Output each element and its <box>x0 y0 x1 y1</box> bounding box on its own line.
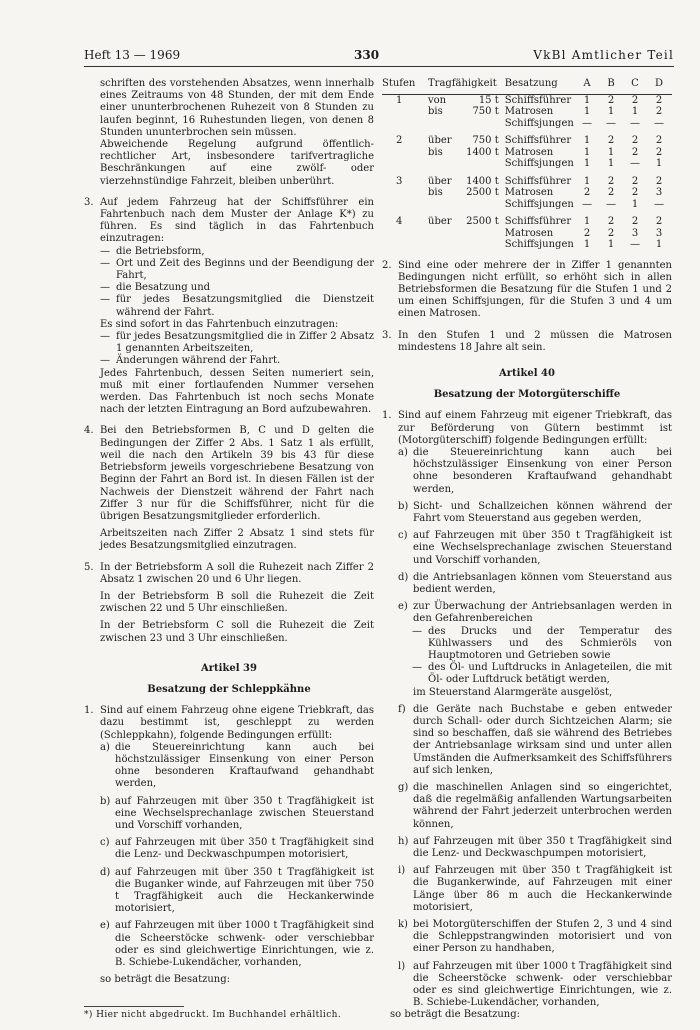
stage-cell: 4 <box>396 216 403 227</box>
table-row <box>382 228 672 240</box>
column-header: D <box>648 78 672 94</box>
paragraph: Abweichende Regelung aufgrund öffentlich-rechtlicher Art, insbesondere tarifvertragliche Beschränkungen auf eine zwölf- oder vierzehnstündige Fahrzeit, bleiben unberührt. <box>100 139 374 187</box>
count-cell: 3 <box>631 227 639 239</box>
capacity-value-cell <box>466 228 505 240</box>
count-cell: 1 <box>607 146 615 158</box>
count-cell: 2 <box>655 175 663 187</box>
count-cell: — <box>630 158 640 169</box>
crew-table <box>382 78 672 251</box>
page-header <box>84 48 674 66</box>
count-cell: 3 <box>655 227 663 239</box>
capacity-value-cell: 750 t <box>472 106 499 117</box>
paragraph: Arbeitszeiten nach Ziffer 2 Absatz 1 sind stets für jedes Besatzungsmitglied einzutragen. <box>100 528 374 552</box>
count-cell: 2 <box>655 135 663 146</box>
count-cell: 2 <box>583 227 591 239</box>
page-number: 330 <box>354 48 380 62</box>
dash-item: — die Besatzung und <box>100 282 211 294</box>
paragraph: Jedes Fahrtenbuch, dessen Seiten numeriert sein, muß mit einer fortlaufenden Nummer versehen werden. Das Fahrtenbuch ist noch sechs Monate nach der letzten Eintragung an Bord aufzubewahren. <box>100 367 374 416</box>
crew-role-cell: Matrosen <box>504 106 554 117</box>
condition-item: c) auf Fahrzeugen mit über 350 t Tragfähigkeit ist eine Wechselsprechanlage zwischen Steuerstand und Vorschiff vorhanden, <box>398 530 672 566</box>
crew-role-cell: Schiffsjungen <box>504 117 574 129</box>
capacity-prefix-cell <box>428 158 466 170</box>
list-item: 1. Sind auf einem Fahrzeug ohne eigene Triebkraft, das dazu bestimmt ist, geschleppt zu werden (Schleppkahn), folgende Bedingungen erfüllt: <box>84 705 374 741</box>
condition-item: b) Sicht- und Schallzeichen können während der Fahrt vom Steuerstand aus gegeben werden, <box>398 500 672 524</box>
count-cell: — <box>630 117 640 129</box>
condition-item: b) auf Fahrzeugen mit über 350 t Tragfähigkeit ist eine Wechselsprechanlage zwischen Steuerstand und Vorschiff vorhanden, <box>100 795 374 831</box>
count-cell: 2 <box>631 175 639 187</box>
stage-cell: 1 <box>396 94 403 106</box>
count-cell: 1 <box>607 106 615 117</box>
crew-role-cell: Schiffsjungen <box>504 239 574 250</box>
paragraph: schriften des vorstehenden Absatzes, wenn innerhalb eines Zeitraums von 48 Stunden, der mit dem Ende einer ununterbrochenen Ruhezeit von 8 Stunden zu laufen beginnt, 16 Ruhestunden liegen, von denen 8 Stunden ununterbrochen sein müssen. <box>100 78 374 138</box>
count-cell: 1 <box>631 106 639 117</box>
stage-cell <box>382 147 428 159</box>
footnote-rule <box>84 1006 184 1007</box>
issue-label: Heft 13 — 1969 <box>84 48 181 62</box>
condition-item: e) zur Überwachung der Antriebsanlagen werden in den Gefahrenbereichen <box>398 601 672 625</box>
column-header: Besatzung <box>505 78 576 94</box>
table-header-row <box>382 78 672 94</box>
column-header: C <box>624 78 648 94</box>
capacity-prefix-cell <box>428 199 466 211</box>
crew-role-cell: Matrosen <box>504 227 554 239</box>
crew-role-cell: Schiffsjungen <box>504 198 574 210</box>
table-row <box>382 118 672 130</box>
count-cell: 2 <box>583 187 591 198</box>
crew-role-cell: Schiffsführer <box>504 94 572 106</box>
capacity-value-cell: 1400 t <box>466 146 499 158</box>
count-cell: 1 <box>607 158 615 169</box>
footnote: *) Hier nicht abgedruckt. Im Buchhandel erhältlich. <box>84 1010 342 1021</box>
header-rule <box>84 66 674 67</box>
dash-item: — für jedes Besatzungsmitglied die in Ziffer 2 Absatz 1 genannten Arbeitszeiten, <box>100 331 374 355</box>
list-item: 1. Sind auf einem Fahrzeug mit eigener Triebkraft, das zur Beförderung von Gütern bestimmt ist (Motorgüterschiff) folgende Bedingungen erfüllt: <box>382 410 672 446</box>
capacity-prefix-cell: über <box>428 216 452 227</box>
dash-item: — des Drucks und der Temperatur des Kühlwassers und des Schmieröls von Hauptmotoren und Getrieben sowie <box>412 625 672 661</box>
count-cell: 1 <box>631 198 639 210</box>
count-cell: 2 <box>655 216 663 227</box>
table-row <box>382 187 672 199</box>
paragraph: so beträgt die Besatzung: <box>100 974 231 986</box>
paragraph: In der Betriebsform C soll die Ruhezeit die Zeit zwischen 23 und 3 Uhr einschließen. <box>100 620 374 644</box>
table-row <box>382 239 672 251</box>
capacity-prefix-cell: über <box>428 135 452 146</box>
count-cell: — <box>606 198 616 210</box>
list-item: 4. Bei den Betriebsformen B, C und D gelten die Bedingungen der Ziffer 2 Abs. 1 Satz 1 als erfüllt, weil die nach den Artikeln 39 bis 43 für diese Betriebsform jeweils vorgeschriebene Besatzung von Beginn der Fahrt an Bord ist. In diesen Fällen ist der Nachweis der Dienstzeit während der Fahrt nach Ziffer 3 nur für die Schiffsführer, nicht für die übrigen Besatzungsmitglieder erforderlich. <box>84 425 374 522</box>
stage-cell <box>382 106 428 118</box>
stage-cell <box>382 187 428 199</box>
crew-role-cell: Schiffsführer <box>504 175 572 187</box>
capacity-prefix-cell: bis <box>428 106 443 117</box>
column-header: B <box>600 78 624 94</box>
condition-item: c) auf Fahrzeugen mit über 350 t Tragfähigkeit sind die Lenz- und Deckwaschpumpen motorisiert, <box>100 837 374 861</box>
table-row <box>382 147 672 159</box>
condition-list <box>382 447 672 1010</box>
count-cell: 2 <box>655 106 663 117</box>
count-cell: — <box>654 198 664 210</box>
stage-cell <box>382 228 428 240</box>
count-cell: 1 <box>655 239 663 250</box>
count-cell: 1 <box>583 175 591 187</box>
list-item: 2. Sind eine oder mehrere der in Ziffer 1 genannten Bedingungen nicht erfüllt, so erhöht sich in allen Betriebsformen die Besatzung für die Stufen 1 und 2 um einen Schiffsjungen, für die Stufen 3 und 4 um einen Matrosen. <box>382 259 672 320</box>
capacity-prefix-cell: bis <box>428 146 443 158</box>
crew-role-cell: Schiffsführer <box>504 135 572 146</box>
count-cell: — <box>654 117 664 129</box>
capacity-value-cell <box>466 199 505 211</box>
dash-item: — Ort und Zeit des Beginns und der Beendigung der Fahrt, <box>100 257 374 282</box>
capacity-value-cell: 15 t <box>478 94 499 106</box>
crew-role-cell: Schiffsführer <box>504 216 572 227</box>
item-text: im Steuerstand Alarmgeräte ausgelöst, <box>413 686 613 698</box>
condition-item: a) die Steuereinrichtung kann auch bei höchstzulässiger Einsenkung von einer Person ohne besonderen Kraftaufwand gehandhabt werden, <box>398 446 672 495</box>
item-text: Auf jedem Fahrzeug hat der Schiffsführer ein Fahrtenbuch nach dem Muster der Anlage K*) zu führen. Es sind täglich in das Fahrtenbuch einzutragen: <box>100 196 374 245</box>
condition-item: e) auf Fahrzeugen mit über 1000 t Tragfähigkeit sind die Scheerstöcke schwenk- oder verschiebbar oder es sind gleichwertige Einrichtungen, wie z. B. Schiebe-Lukendächer, vorhanden, <box>100 920 374 968</box>
count-cell: 2 <box>631 135 639 146</box>
dash-item: — Änderungen während der Fahrt. <box>100 355 281 367</box>
publication-title: VkBl Amtlicher Teil <box>533 48 674 62</box>
count-cell: 2 <box>655 146 663 158</box>
count-cell: 2 <box>631 187 639 198</box>
count-cell: 2 <box>655 94 663 106</box>
list-item: 5. In der Betriebsform A soll die Ruhezeit nach Ziffer 2 Absatz 1 zwischen 20 und 6 Uhr liegen. <box>84 561 374 585</box>
capacity-prefix-cell <box>428 228 466 240</box>
condition-item: h) auf Fahrzeugen mit über 350 t Tragfähigkeit sind die Lenz- und Deckwaschpumpen motorisiert, <box>398 835 672 860</box>
capacity-value-cell: 1400 t <box>466 175 499 187</box>
count-cell: 2 <box>631 146 639 158</box>
right-column <box>382 78 672 1022</box>
condition-list <box>84 742 374 969</box>
table-row <box>382 170 672 188</box>
condition-item: l) auf Fahrzeugen mit über 1000 t Tragfähigkeit sind die Scheerstöcke schwenk- oder verschiebbar oder es sind gleichwertige Einrichtungen, wie z. B. Schiebe-Lukendächer, vorhanden, <box>398 960 672 1009</box>
count-cell: 3 <box>655 187 663 198</box>
capacity-value-cell: 750 t <box>472 135 499 146</box>
count-cell: 2 <box>607 216 615 227</box>
capacity-prefix-cell: über <box>428 175 452 187</box>
condition-item: f) die Geräte nach Buchstabe e geben entweder durch Schall- oder durch Sichtzeichen Alarm; sie sind so beschaffen, daß sie während des Betriebes der Antriebsanlage wirksam sind und unter allen Umständen die Aufmerksamkeit des Schiffsführers auf sich lenken, <box>398 703 672 776</box>
dash-item: — die Betriebsform, <box>100 245 205 257</box>
table-row <box>382 158 672 170</box>
count-cell: 2 <box>607 187 615 198</box>
stage-cell: 3 <box>396 175 403 187</box>
crew-role-cell: Schiffsjungen <box>504 158 574 169</box>
column-header: A <box>576 78 600 94</box>
count-cell: 1 <box>583 216 591 227</box>
count-cell: — <box>606 117 616 129</box>
capacity-value-cell <box>466 239 505 251</box>
capacity-prefix-cell <box>428 118 466 130</box>
capacity-value-cell: 2500 t <box>466 187 499 198</box>
count-cell: 1 <box>583 135 591 146</box>
count-cell: 2 <box>631 216 639 227</box>
dash-item: — des Öl- und Luftdrucks in Anlageteilen, die mit Öl- oder Luftdruck betätigt werden, <box>412 662 672 686</box>
condition-item: g) die maschinellen Anlagen sind so eingerichtet, daß die regelmäßig anfallenden Wartungsarbeiten während der Fahrt jederzeit unterbrochen werden können, <box>398 782 672 830</box>
stage-cell <box>382 239 428 251</box>
count-cell: 2 <box>607 227 615 239</box>
count-cell: 1 <box>655 158 663 169</box>
list-item: 3. Auf jedem Fahrzeug hat der Schiffsführer ein Fahrtenbuch nach dem Muster der Anlage K*) zu führen. Es sind täglich in das Fahrtenbuch einzutragen: <box>84 196 374 245</box>
capacity-prefix-cell <box>428 239 466 251</box>
count-cell: 1 <box>583 146 591 158</box>
stage-cell: 2 <box>396 135 403 146</box>
table-row <box>382 106 672 118</box>
count-cell: 2 <box>607 94 615 106</box>
column-header: Tragfähigkeit <box>428 78 505 94</box>
count-cell: — <box>630 239 640 250</box>
count-cell: 2 <box>631 94 639 106</box>
count-cell: 1 <box>583 106 591 117</box>
list-item: 3. In den Stufen 1 und 2 müssen die Matrosen mindestens 18 Jahre alt sein. <box>382 329 672 353</box>
count-cell: 1 <box>583 239 591 250</box>
condition-item: k) bei Motorgüterschiffen der Stufen 2, 3 und 4 sind die Schleppstrangwinden motorisiert und von einer Person zu handhaben, <box>398 919 672 955</box>
count-cell: 2 <box>607 135 615 146</box>
condition-item: d) die Antriebsanlagen können vom Steuerstand aus bedient werden, <box>398 571 672 595</box>
count-cell: 1 <box>583 158 591 169</box>
count-cell: 1 <box>583 94 591 106</box>
article-subheading: Besatzung der Schleppkähne <box>147 683 311 695</box>
article-heading: Artikel 40 <box>499 367 555 379</box>
stage-cell <box>382 199 428 211</box>
count-cell: — <box>582 198 592 210</box>
table-row <box>382 199 672 211</box>
stage-cell <box>382 158 428 170</box>
capacity-value-cell <box>466 118 505 130</box>
capacity-value-cell <box>466 158 505 170</box>
count-cell: — <box>582 117 592 129</box>
table-row <box>382 210 672 228</box>
article-subheading: Besatzung der Motorgüterschiffe <box>433 389 621 401</box>
left-column <box>84 78 374 1022</box>
count-cell: 2 <box>607 175 615 187</box>
capacity-value-cell: 2500 t <box>466 216 499 227</box>
crew-role-cell: Matrosen <box>504 187 554 198</box>
column-header: Stufen <box>382 78 428 94</box>
paragraph: Es sind sofort in das Fahrtenbuch einzutragen: <box>100 318 339 330</box>
condition-item: d) auf Fahrzeugen mit über 350 t Tragfähigkeit ist die Buganker winde, auf Fahrzeugen mit über 750 t Tragfähigkeit auch die Heckankerwinde motorisiert, <box>100 866 374 915</box>
condition-item: i) auf Fahrzeugen mit über 350 t Tragfähigkeit ist die Bugankerwinde, auf Fahrzeugen mit einer Länge über 86 m auch die Heckankerwinde motorisiert, <box>398 865 672 913</box>
capacity-prefix-cell: bis <box>428 187 443 198</box>
paragraph: so beträgt die Besatzung: <box>390 1009 521 1021</box>
capacity-prefix-cell: von <box>428 94 447 106</box>
stage-cell <box>382 118 428 130</box>
condition-item: a) die Steuereinrichtung kann auch bei höchstzulässiger Einsenkung von einer Person ohne besonderen Kraftaufwand gehandhabt werden, <box>100 741 374 790</box>
dash-item: — für jedes Besatzungsmitglied die Dienstzeit während der Fahrt. <box>100 294 374 318</box>
paragraph: In der Betriebsform B soll die Ruhezeit die Zeit zwischen 22 und 5 Uhr einschließen. <box>100 590 374 615</box>
table-row <box>382 94 672 106</box>
crew-role-cell: Matrosen <box>504 146 554 158</box>
article-heading: Artikel 39 <box>201 662 257 674</box>
count-cell: 1 <box>607 239 615 250</box>
table-row <box>382 129 672 147</box>
